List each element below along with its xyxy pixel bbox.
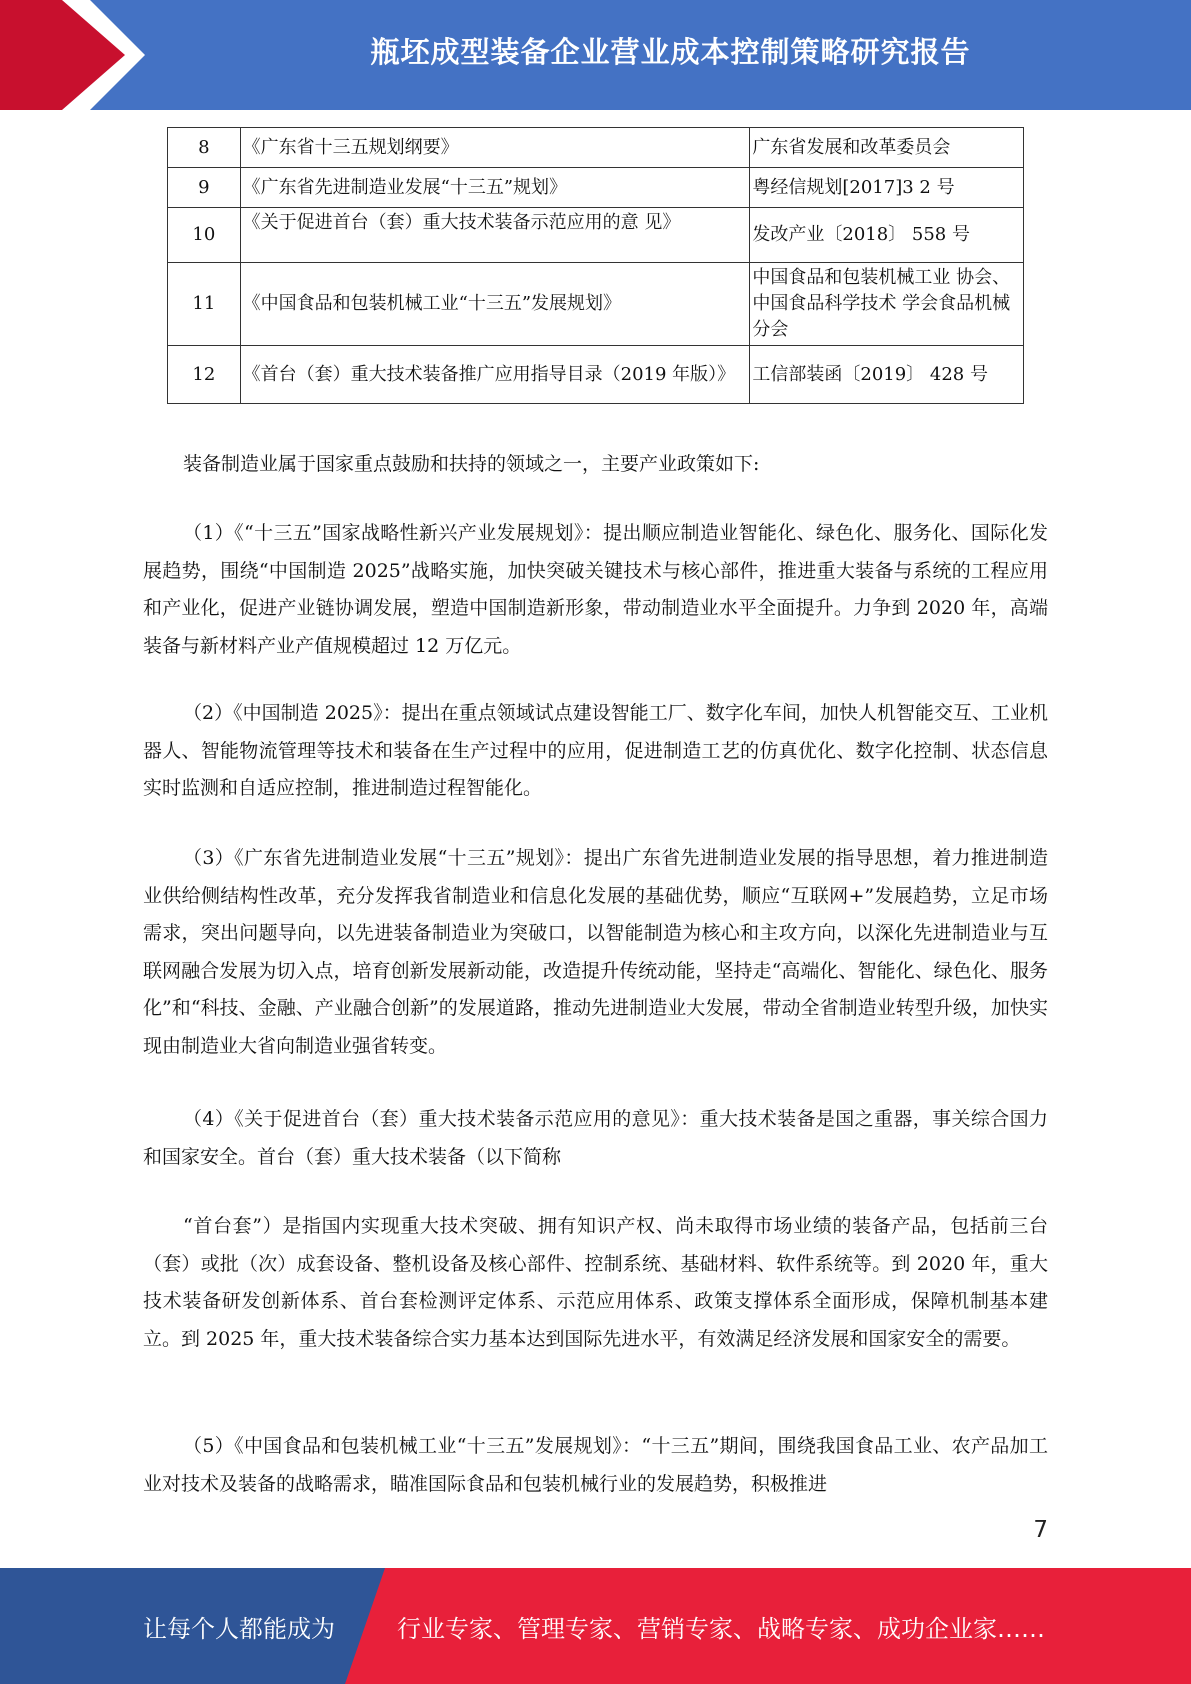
row-number: 8: [168, 128, 241, 168]
paragraph-2: （2）《中国制造 2025》：提出在重点领域试点建设智能工厂、数字化车间，加快人机智能交互、工业机器人、智能物流管理等技术和装备在生产过程中的应用，促进制造工艺的仿真优化、数字化控制、状态信息实时监测和自适应控制，推进制造过程智能化。: [143, 702, 1048, 799]
paragraph-intro: 装备制造业属于国家重点鼓励和扶持的领域之一，主要产业政策如下:: [183, 453, 760, 475]
table-row: [168, 168, 1024, 208]
issuing-organization: 发改产业〔2018〕 558 号: [750, 208, 1024, 263]
table-row: [168, 128, 1024, 168]
policy-table: [167, 127, 1024, 404]
paragraph-4-block: [143, 1101, 1048, 1176]
policy-name: 《中国食品和包装机械工业“十三五”发展规划》: [240, 263, 750, 346]
issuing-organization: 工信部装函〔2019〕 428 号: [750, 346, 1024, 404]
table-row: [168, 208, 1024, 263]
footer-slogan-left: 让每个人都能成为: [143, 1614, 335, 1643]
footer-slogan-right: 行业专家、管理专家、营销专家、战略专家、成功企业家……: [397, 1614, 1045, 1643]
paragraph-4: （4）《关于促进首台（套）重大技术装备示范应用的意见》：重大技术装备是国之重器，事关综合国力和国家安全。首台（套）重大技术装备（以下简称: [143, 1108, 1048, 1168]
issuing-organization: 粤经信规划[2017]3 2 号: [750, 168, 1024, 208]
paragraph-3: （3）《广东省先进制造业发展“十三五”规划》：提出广东省先进制造业发展的指导思想，着力推进制造业供给侧结构性改革，充分发挥我省制造业和信息化发展的基础优势，顺应“互联网+”发展趋势，立足市场需求，突出问题导向，以先进装备制造业为突破口，以智能制造为核心和主攻方向，以深化先进制造业与互联网融合发展为切入点，培育创新发展新动能，改造提升传统动能，坚持走“高端化、智能化、绿色化、服务化”和“科技、金融、产业融合创新”的发展道路，推动先进制造业大发展，带动全省制造业转型升级，加快实现由制造业大省向制造业强省转变。: [143, 847, 1048, 1057]
row-number: 12: [168, 346, 241, 404]
paragraph-3-block: [143, 840, 1048, 1065]
issuing-organization: 广东省发展和改革委员会: [750, 128, 1024, 168]
policy-name: 《关于促进首台（套）重大技术装备示范应用的意 见》: [240, 208, 750, 263]
footer-banner: [0, 1568, 1191, 1684]
page-number: 7: [1033, 1517, 1048, 1543]
row-number: 9: [168, 168, 241, 208]
paragraph-intro-block: [143, 446, 1048, 484]
policy-name: 《广东省十三五规划纲要》: [240, 128, 750, 168]
report-title: 瓶坯成型装备企业营业成本控制策略研究报告: [370, 34, 971, 69]
paragraph-5: “首台套”）是指国内实现重大技术突破、拥有知识产权、尚未取得市场业绩的装备产品，包括前三台（套）或批（次）成套设备、整机设备及核心部件、控制系统、基础材料、软件系统等。到 2020 年，重大技术装备研发创新体系、首台套检测评定体系、示范应用体系、政策支撑体系全面形成，保障机制基本建立。到 2025 年，重大技术装备综合实力基本达到国际先进水平，有效满足经济发展和国家安全的需要。: [143, 1215, 1048, 1350]
paragraph-5-block: [143, 1208, 1048, 1358]
issuing-organization: 中国食品和包装机械工业 协会、中国食品科学技术 学会食品机械分会: [750, 263, 1024, 346]
header-banner: [0, 0, 1191, 110]
paragraph-1: （1）《“十三五”国家战略性新兴产业发展规划》：提出顺应制造业智能化、绿色化、服务化、国际化发展趋势，围绕“中国制造 2025”战略实施，加快突破关键技术与核心部件，推进重大装备与系统的工程应用和产业化，促进产业链协调发展，塑造中国制造新形象，带动制造业水平全面提升。力争到 2020 年，高端装备与新材料产业产值规模超过 12 万亿元。: [143, 522, 1048, 657]
row-number: 10: [168, 208, 241, 263]
header-arrow-decoration: [0, 0, 145, 110]
paragraph-1-block: [143, 515, 1048, 665]
policy-name: 《首台（套）重大技术装备推广应用指导目录（2019 年版）》: [240, 346, 750, 404]
paragraph-6-block: [143, 1428, 1048, 1503]
row-number: 11: [168, 263, 241, 346]
paragraph-2-block: [143, 695, 1048, 808]
policy-name: 《广东省先进制造业发展“十三五”规划》: [240, 168, 750, 208]
paragraph-6: （5）《中国食品和包装机械工业“十三五”发展规划》：“十三五”期间，围绕我国食品工业、农产品加工业对技术及装备的战略需求，瞄准国际食品和包装机械行业的发展趋势，积极推进: [143, 1435, 1048, 1495]
table-row: [168, 263, 1024, 346]
table-row: [168, 346, 1024, 404]
